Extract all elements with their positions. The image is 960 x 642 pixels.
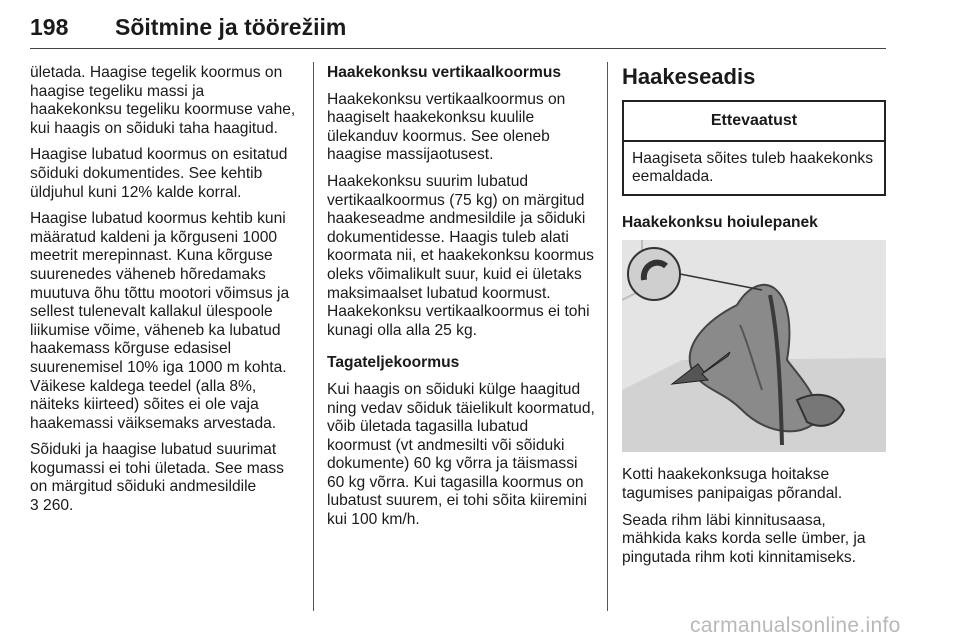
paragraph: Kotti haakekonksuga hoitakse tagumises panipaigas põrandal. bbox=[622, 466, 843, 502]
column-middle bbox=[327, 64, 595, 538]
chapter-title: Sõitmine ja töörežiim bbox=[115, 14, 347, 40]
header-divider bbox=[30, 48, 886, 49]
paragraph: Seada rihm läbi kinnitusaasa, mähkida kaks korda selle ümber, ja pingutada rihm koti kinnitamiseks. bbox=[622, 511, 866, 566]
paragraph: Kui haagis on sõiduki külge haagitud ning vedav sõiduk täielikult koormatud, võib ületada tagasilla lubatud koormust (vt andmesilti või sõiduki dokumente) 60 kg võrra ja täismassi 60 kg võrra. Kui tagasilla koormus on lubatust suurem, ei tohi sõita kiiremini kui 100 km/h. bbox=[327, 380, 595, 529]
paragraph bbox=[30, 441, 300, 515]
reference-arrow-icon: 3 bbox=[30, 497, 39, 515]
column-right bbox=[622, 64, 886, 575]
page-reference-link[interactable]: 260. bbox=[43, 497, 74, 515]
caution-text: Haagiseta sõites tuleb haakekonks eemaldada. bbox=[632, 149, 873, 186]
subsection-heading: Haakekonksu hoiulepanek bbox=[622, 213, 818, 231]
section-heading: Tagateljekoormus bbox=[327, 354, 460, 372]
page-header bbox=[30, 14, 886, 50]
column-divider bbox=[313, 62, 314, 611]
paragraph: Haakekonksu suurim lubatud vertikaalkoormus (75 kg) on märgitud haakeseadme andmesildile ja sõiduki dokumentidesse. Haagis tuleb alati koormata nii, et haakekonksu koormus oleks võimalikult suur, kuid ei ületaks maksimaalset lubatud koormust. Haakekonksu vertikaalkoormus ei tohi kunagi olla alla 25 kg. bbox=[327, 172, 594, 339]
caution-box bbox=[622, 100, 886, 196]
column-left bbox=[30, 64, 300, 524]
section-heading: Haakekonksu vertikaalkoormus bbox=[327, 64, 562, 81]
page-number: 198 bbox=[30, 14, 69, 40]
towbar-storage-illustration bbox=[622, 240, 886, 452]
paragraph: Haagise lubatud koormus kehtib kuni määratud kaldeni ja kõrguseni 1000 meetrit merepinnast. Kuna kõrguse suurenedes väheneb hõredamaks muutuva õhu tõttu mootori võimsus ja sellest tulenevalt kallakul ülespoole liikumise võime, väheneb ka lubatud haakemass kõrguse edasisel suurenemisel 10% iga 1000 m kohta. Väikese kaldega teedel (alla 8%, näiteks kiirteed) sõites ei ole vaja haakemassi väiksemaks arvestada. bbox=[30, 210, 290, 432]
section-title: Haakeseadis bbox=[622, 64, 756, 89]
column-divider bbox=[607, 62, 608, 611]
caution-title: Ettevaatust bbox=[624, 102, 884, 142]
paragraph: ületada. Haagise tegelik koormus on haagise tegeliku massi ja haakekonksu tegeliku koormuse vahe, kui haagis on sõiduki taha haagitud. bbox=[30, 64, 296, 137]
paragraph-text: Sõiduki ja haagise lubatud suurimat kogumassi ei tohi ületada. See mass on märgitud sõiduki andmesildile bbox=[30, 441, 284, 496]
watermark: carmanualsonline.info bbox=[690, 614, 901, 637]
paragraph: Haakekonksu vertikaalkoormus on haagiselt haakekonksu kuulile ülekanduv koormus. See oleneb haagise massijaotusest. bbox=[327, 90, 566, 164]
paragraph: Haagise lubatud koormus on esitatud sõiduki dokumentides. See kehtib üldjuhul kuni 12% kalde korral. bbox=[30, 146, 288, 201]
